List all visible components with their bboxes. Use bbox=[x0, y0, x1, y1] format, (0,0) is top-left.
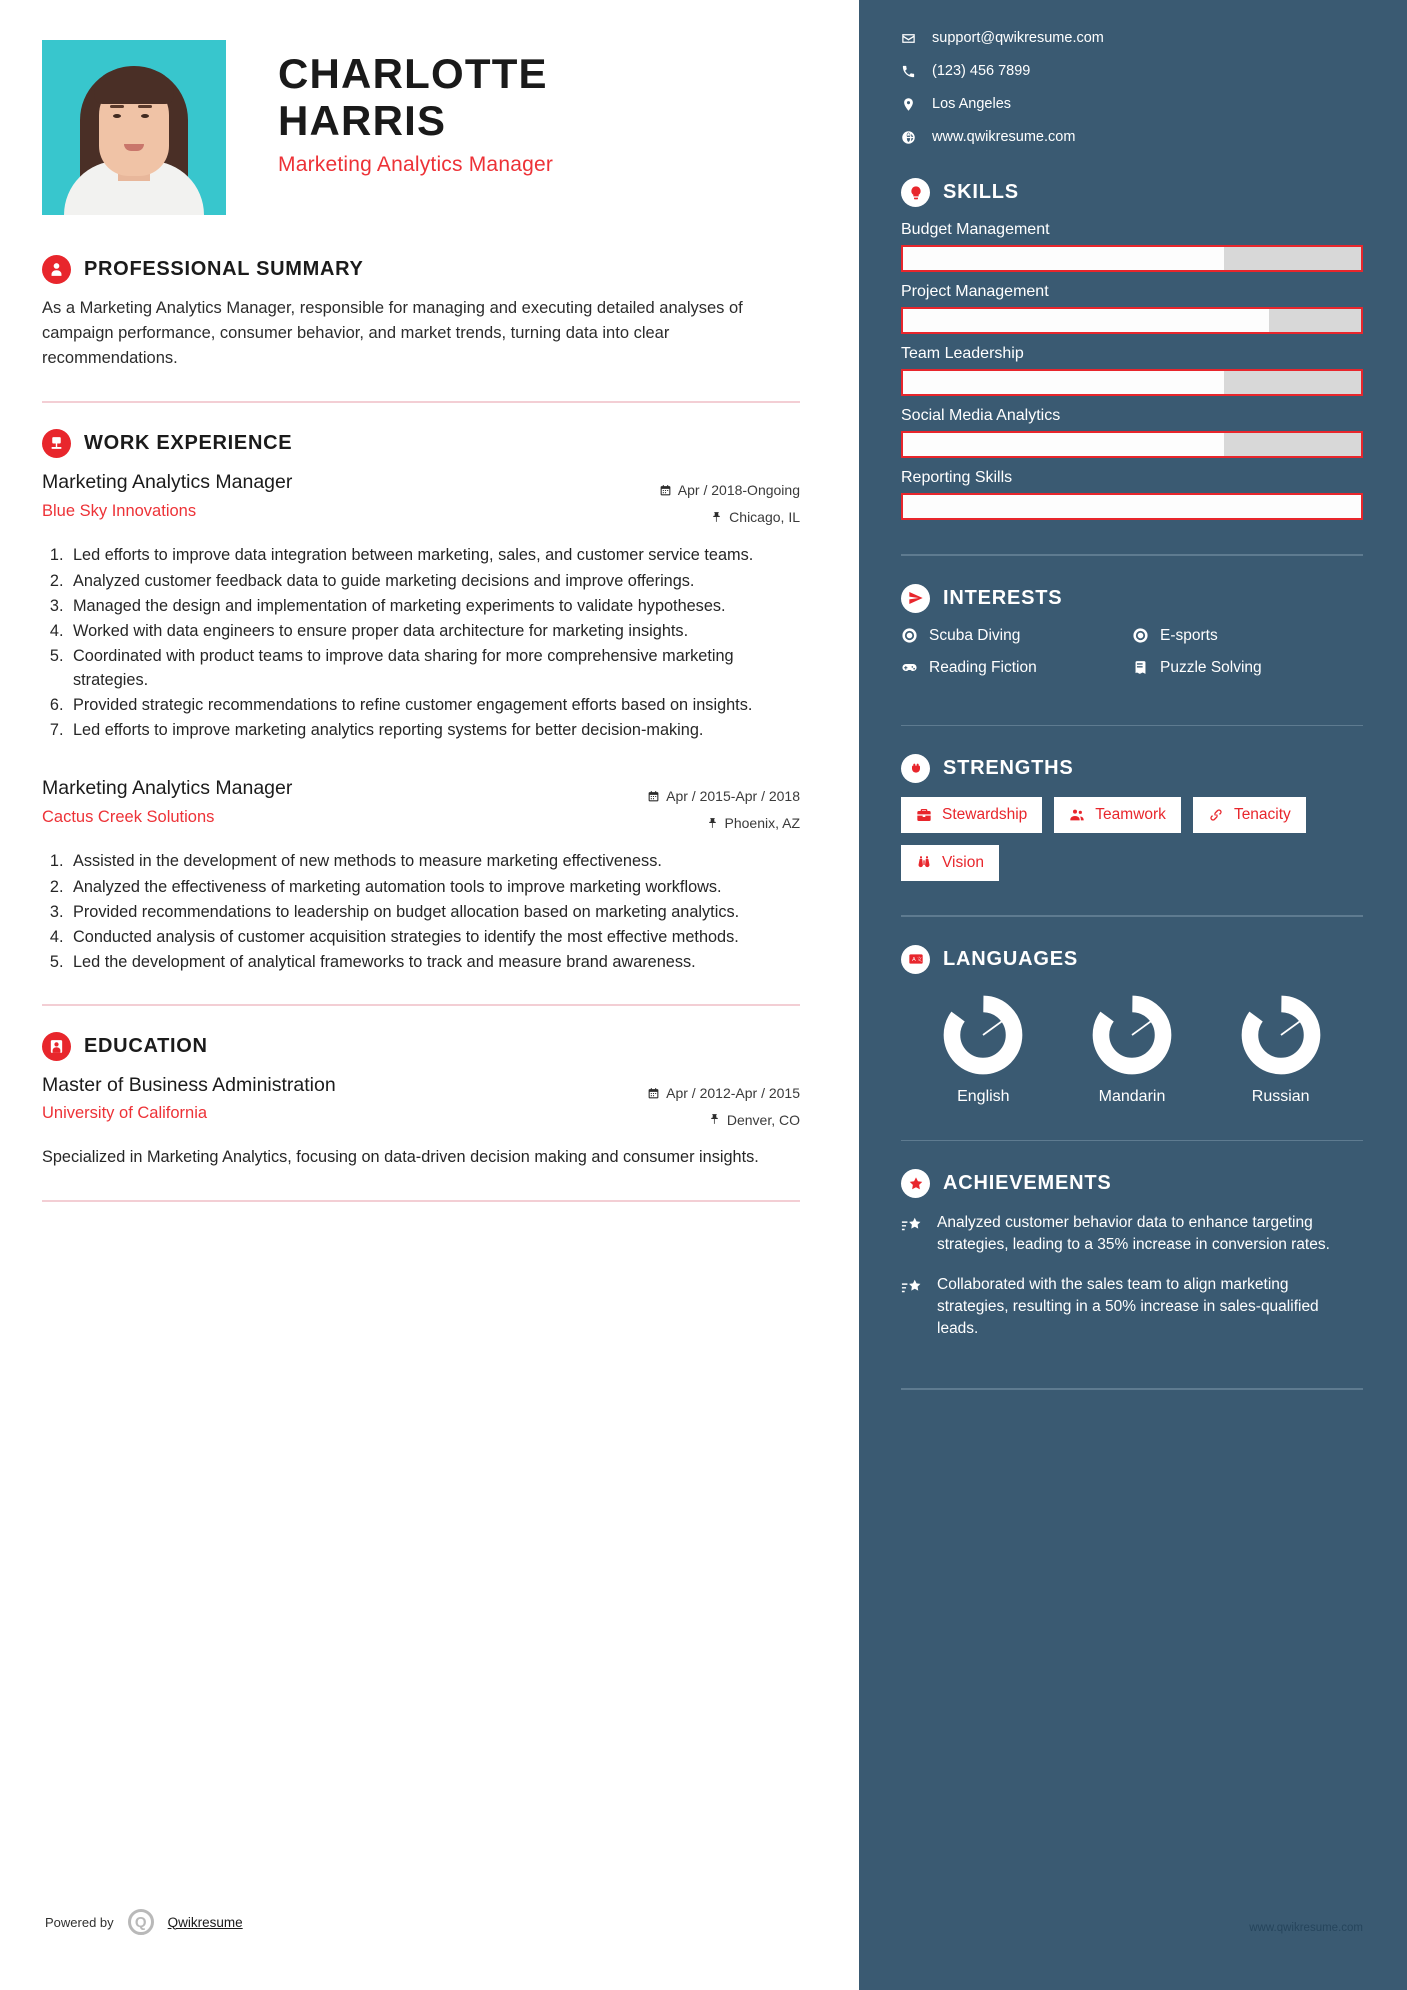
section-languages bbox=[901, 945, 1363, 1106]
calendar-icon bbox=[647, 790, 660, 803]
list-item: 3. Managed the design and implementation of marketing experiments to validate hypotheses. bbox=[68, 594, 800, 618]
graduate-icon bbox=[42, 1032, 71, 1061]
skills-title: SKILLS bbox=[943, 181, 1019, 203]
achievement-item bbox=[901, 1212, 1363, 1256]
contact-email-text: support@qwikresume.com bbox=[932, 30, 1104, 46]
summary-heading bbox=[42, 255, 800, 284]
sidebar-divider bbox=[901, 554, 1363, 556]
list-item: 7. Led efforts to improve marketing analytics reporting systems for better decision-making. bbox=[68, 718, 800, 742]
translate-icon bbox=[901, 945, 930, 974]
education-description: Specialized in Marketing Analytics, focusing on data-driven decision making and consumer insights. bbox=[42, 1148, 759, 1167]
language-item bbox=[909, 994, 1058, 1106]
book-icon bbox=[1132, 659, 1149, 676]
list-item: 1. Led efforts to improve data integration between marketing, sales, and customer service teams. bbox=[68, 543, 800, 567]
experience-title: WORK EXPERIENCE bbox=[84, 432, 293, 455]
skill-name: Reporting Skills bbox=[901, 469, 1013, 486]
degree: Master of Business Administration bbox=[42, 1074, 336, 1097]
skill-name: Budget Management bbox=[901, 221, 1050, 238]
education-entry bbox=[42, 1073, 800, 1170]
svg-text:文: 文 bbox=[916, 957, 922, 964]
strength-label: Teamwork bbox=[1095, 806, 1166, 823]
skill-bar bbox=[901, 493, 1363, 520]
interest-label: Scuba Diving bbox=[929, 626, 1021, 644]
skill-item bbox=[901, 345, 1363, 396]
star-badge-icon bbox=[901, 1169, 930, 1198]
section-strengths bbox=[901, 754, 1363, 881]
strengths-heading bbox=[901, 754, 1363, 783]
lifebuoy-icon bbox=[1132, 627, 1149, 644]
entry-location bbox=[595, 810, 800, 837]
contact-website[interactable] bbox=[901, 129, 1363, 145]
strength-label: Tenacity bbox=[1233, 806, 1291, 823]
section-skills bbox=[901, 178, 1363, 520]
school: University of California bbox=[42, 1104, 208, 1123]
list-item: 2. Analyzed customer feedback data to guide marketing decisions and improve offerings. bbox=[68, 569, 800, 593]
first-name: CHARLOTTE bbox=[278, 50, 548, 97]
contact-location-text: Los Angeles bbox=[932, 96, 1012, 112]
resume-header bbox=[42, 40, 800, 215]
user-icon bbox=[42, 255, 71, 284]
experience-entry bbox=[42, 776, 800, 974]
section-achievements bbox=[901, 1169, 1363, 1340]
entry-location-text: Chicago, IL bbox=[729, 508, 800, 525]
list-item: 6. Provided strategic recommendations to refine customer engagement efforts based on insights. bbox=[68, 693, 800, 717]
contact-phone-text: (123) 456 7899 bbox=[932, 63, 1031, 79]
skill-bar bbox=[901, 307, 1363, 334]
summary-title: PROFESSIONAL SUMMARY bbox=[84, 258, 364, 280]
lifebuoy-icon bbox=[901, 627, 918, 644]
education-dates-text: Apr / 2012-Apr / 2015 bbox=[666, 1085, 800, 1102]
strength-label: Stewardship bbox=[942, 806, 1028, 823]
pin-icon bbox=[710, 511, 723, 524]
list-item: 4. Worked with data engineers to ensure proper data architecture for marketing insights. bbox=[68, 619, 800, 643]
sidebar-divider bbox=[901, 725, 1363, 727]
skill-item bbox=[901, 283, 1363, 334]
entry-company: Blue Sky Innovations bbox=[42, 501, 197, 520]
strength-item bbox=[1193, 797, 1306, 833]
entry-dates bbox=[595, 477, 800, 504]
education-location bbox=[595, 1107, 800, 1134]
language-item bbox=[1206, 994, 1355, 1106]
contact-email[interactable] bbox=[901, 30, 1363, 46]
education-location-text: Denver, CO bbox=[726, 1111, 800, 1128]
list-item: 4. Conducted analysis of customer acquisition strategies to identify the most effective methods. bbox=[68, 925, 800, 949]
language-name: Russian bbox=[1251, 1087, 1310, 1105]
education-title: EDUCATION bbox=[84, 1035, 208, 1058]
interest-label: Reading Fiction bbox=[929, 658, 1037, 676]
language-donut-chart bbox=[942, 994, 1024, 1076]
qwikresume-link[interactable]: Qwikresume bbox=[167, 1914, 243, 1930]
entry-location-text: Phoenix, AZ bbox=[724, 814, 800, 831]
skill-bar bbox=[901, 369, 1363, 396]
strength-item bbox=[901, 797, 1042, 833]
entry-bullets bbox=[68, 849, 800, 974]
powered-by-footer bbox=[45, 1909, 243, 1935]
sidebar-divider bbox=[901, 1388, 1363, 1390]
languages-title: LANGUAGES bbox=[943, 947, 1078, 970]
entry-location bbox=[595, 504, 800, 531]
svg-text:A: A bbox=[911, 957, 916, 964]
section-education bbox=[42, 1032, 800, 1170]
paper-plane-icon bbox=[901, 584, 930, 613]
powered-by-label: Powered by bbox=[45, 1914, 114, 1930]
section-professional-summary bbox=[42, 255, 800, 371]
language-name: English bbox=[957, 1087, 1010, 1105]
experience-entry bbox=[42, 470, 800, 742]
summary-text: As a Marketing Analytics Manager, responsible for managing and executing detailed analyses of campaign performance, consumer behavior, and market trends, turning data into clear recommendations. bbox=[42, 299, 743, 368]
divider bbox=[42, 1004, 800, 1006]
achievement-text: Analyzed customer behavior data to enhance targeting strategies, leading to a 35% increase in conversion rates. bbox=[937, 1214, 1330, 1253]
qwikresume-logo-icon: Q bbox=[128, 1909, 154, 1935]
list-item: 3. Provided recommendations to leadership on budget allocation based on marketing analytics. bbox=[68, 900, 800, 924]
last-name: HARRIS bbox=[278, 97, 447, 145]
lightbulb-icon bbox=[901, 178, 930, 207]
skill-bar bbox=[901, 431, 1363, 458]
calendar-icon bbox=[647, 1087, 660, 1100]
education-dates bbox=[595, 1080, 800, 1107]
link-icon bbox=[1208, 807, 1224, 823]
list-item: 5. Led the development of analytical frameworks to track and measure brand awareness. bbox=[68, 950, 800, 974]
name-block bbox=[278, 40, 553, 177]
calendar-icon bbox=[659, 484, 672, 497]
achievements-heading bbox=[901, 1169, 1363, 1198]
profile-photo bbox=[42, 40, 226, 215]
interest-item bbox=[1132, 659, 1363, 677]
language-donut-chart bbox=[1091, 994, 1173, 1076]
job-title: Marketing Analytics Manager bbox=[278, 153, 554, 177]
list-item: 1. Assisted in the development of new methods to measure marketing effectiveness. bbox=[68, 849, 800, 873]
interest-item bbox=[901, 659, 1132, 677]
entry-company: Cactus Creek Solutions bbox=[42, 807, 215, 826]
skill-item bbox=[901, 469, 1363, 520]
achievements-title: ACHIEVEMENTS bbox=[943, 1172, 1112, 1194]
achievement-text: Collaborated with the sales team to align marketing strategies, resulting in a 50% increase in sales-qualified leads. bbox=[937, 1276, 1319, 1337]
experience-heading bbox=[42, 429, 800, 458]
sidebar bbox=[859, 0, 1407, 1990]
interest-label: E-sports bbox=[1160, 626, 1218, 644]
interest-label: Puzzle Solving bbox=[1160, 658, 1262, 676]
strength-item bbox=[1054, 797, 1181, 833]
skill-name: Social Media Analytics bbox=[901, 407, 1061, 424]
fist-icon bbox=[901, 754, 930, 783]
pin-icon bbox=[708, 1113, 721, 1126]
education-heading bbox=[42, 1032, 800, 1061]
section-work-experience bbox=[42, 429, 800, 974]
achievement-item bbox=[901, 1274, 1363, 1340]
pin-icon bbox=[706, 817, 719, 830]
entry-bullets bbox=[68, 543, 800, 742]
entry-dates-text: Apr / 2018-Ongoing bbox=[677, 482, 800, 499]
language-name: Mandarin bbox=[1098, 1087, 1166, 1105]
strength-label: Vision bbox=[942, 854, 984, 871]
column-gutter bbox=[845, 0, 859, 1990]
interests-heading bbox=[901, 584, 1363, 613]
entry-role: Marketing Analytics Manager bbox=[42, 471, 293, 494]
users-icon bbox=[1069, 807, 1085, 823]
sidebar-footer-url: www.qwikresume.com bbox=[1249, 1922, 1363, 1934]
briefcase-desk-icon bbox=[42, 429, 71, 458]
languages-heading bbox=[901, 945, 1363, 974]
entry-role: Marketing Analytics Manager bbox=[42, 777, 293, 800]
skill-item bbox=[901, 407, 1363, 458]
contact-website-text: www.qwikresume.com bbox=[932, 129, 1076, 145]
location-pin-icon bbox=[901, 97, 916, 112]
contact-location bbox=[901, 96, 1363, 112]
skill-item bbox=[901, 221, 1363, 272]
contact-phone[interactable] bbox=[901, 63, 1363, 79]
interests-title: INTERESTS bbox=[943, 586, 1063, 609]
interest-item bbox=[901, 627, 1132, 645]
sidebar-divider bbox=[901, 915, 1363, 917]
globe-icon bbox=[901, 130, 916, 145]
shooting-star-icon bbox=[901, 1277, 923, 1299]
page-title bbox=[278, 50, 553, 144]
envelope-icon bbox=[901, 31, 916, 46]
divider bbox=[42, 401, 800, 403]
sidebar-divider bbox=[901, 1140, 1363, 1142]
skills-heading bbox=[901, 178, 1363, 207]
skill-name: Team Leadership bbox=[901, 345, 1024, 362]
briefcase-icon bbox=[916, 807, 932, 823]
skill-bar bbox=[901, 245, 1363, 272]
skill-name: Project Management bbox=[901, 283, 1049, 300]
entry-dates-text: Apr / 2015-Apr / 2018 bbox=[666, 788, 800, 805]
strengths-title: STRENGTHS bbox=[943, 757, 1074, 779]
interest-item bbox=[1132, 627, 1363, 645]
language-donut-chart bbox=[1240, 994, 1322, 1076]
shooting-star-icon bbox=[901, 1215, 923, 1237]
entry-dates bbox=[595, 783, 800, 810]
list-item: 5. Coordinated with product teams to improve data sharing for more comprehensive marketing strategies. bbox=[68, 644, 800, 692]
language-item bbox=[1058, 994, 1207, 1106]
gamepad-icon bbox=[901, 659, 918, 676]
list-item: 2. Analyzed the effectiveness of marketing automation tools to improve marketing workflows. bbox=[68, 875, 800, 899]
divider bbox=[42, 1200, 800, 1202]
phone-icon bbox=[901, 64, 916, 79]
section-interests bbox=[901, 584, 1363, 691]
contact-block bbox=[901, 30, 1363, 145]
strength-item bbox=[901, 845, 999, 881]
binoculars-icon bbox=[916, 855, 932, 871]
